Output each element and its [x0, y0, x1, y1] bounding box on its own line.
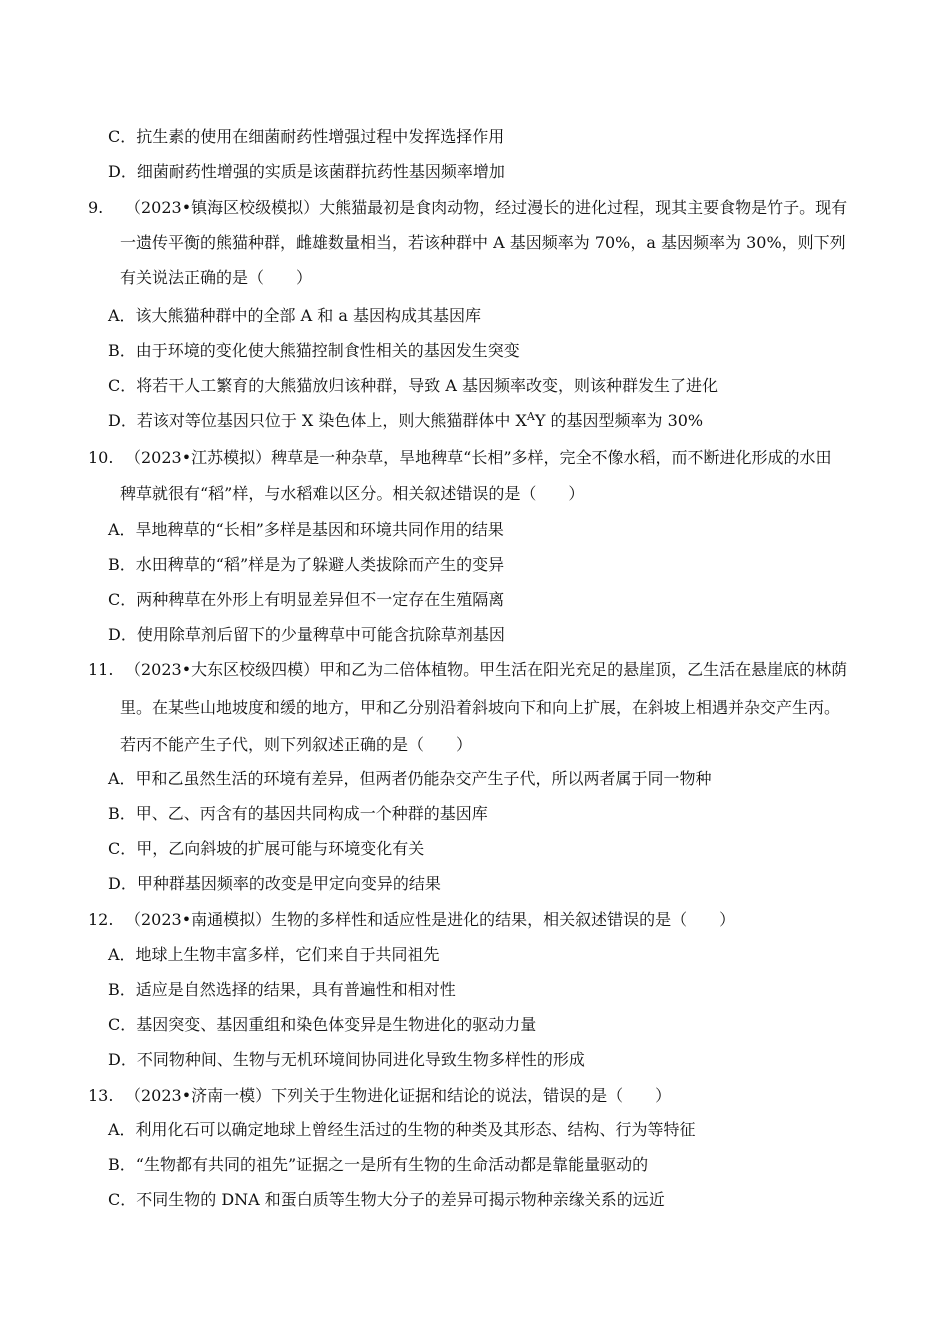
option-d-text-end: Y 的基因型频率为 30% — [534, 411, 704, 430]
question-stem-line: 有关说法正确的是（ ） — [120, 268, 313, 287]
option-c: C．甲，乙向斜坡的扩展可能与环境变化有关 — [108, 839, 425, 858]
option-d — [108, 411, 703, 431]
option-a: A．甲和乙虽然生活的环境有差异，但两者仍能杂交产生子代，所以两者属于同一物种 — [108, 769, 712, 788]
option-c: C．两种稗草在外形上有明显差异但不一定存在生殖隔离 — [108, 590, 505, 609]
option-d: D．甲种群基因频率的改变是甲定向变异的结果 — [108, 874, 441, 893]
question-stem-line: 里。在某些山地坡度和缓的地方，甲和乙分别沿着斜坡向下和向上扩展，在斜坡上相遇并杂交产生丙。 — [120, 698, 841, 717]
question-number: 11. — [88, 660, 114, 679]
question-stem-line: （2023•江苏模拟）稗草是一种杂草，旱地稗草“长相”多样，完全不像水稻，而不断进化形成的水田 — [125, 448, 832, 467]
question-number: 9. — [88, 198, 104, 217]
question-stem-line: 若丙不能产生子代，则下列叙述正确的是（ ） — [120, 735, 473, 754]
option-d: D．不同物种间、生物与无机环境间协同进化导致生物多样性的形成 — [108, 1050, 585, 1069]
option-d: D．使用除草剂后留下的少量稗草中可能含抗除草剂基因 — [108, 625, 505, 644]
option-c: C．将若干人工繁育的大熊猫放归该种群，导致 A 基因频率改变，则该种群发生了进化 — [108, 376, 718, 395]
question-number: 10. — [88, 448, 114, 467]
superscript: A — [526, 410, 535, 423]
option-b: B．适应是自然选择的结果，具有普遍性和相对性 — [108, 980, 456, 999]
question-stem-line: 一遗传平衡的熊猫种群，雌雄数量相当，若该种群中 A 基因频率为 70%，a 基因频率为 30%，则下列 — [120, 233, 846, 252]
question-stem-line: （2023•大东区校级四模）甲和乙为二倍体植物。甲生活在阳光充足的悬崖顶，乙生活在悬崖底的林荫 — [125, 660, 848, 679]
option-d-prev: D．细菌耐药性增强的实质是该菌群抗药性基因频率增加 — [108, 162, 505, 181]
option-b: B．水田稗草的“稻”样是为了躲避人类拔除而产生的变异 — [108, 555, 505, 574]
question-number: 12. — [88, 910, 114, 929]
question-stem-line: （2023•镇海区校级模拟）大熊猫最初是食肉动物，经过漫长的进化过程，现其主要食物是竹子。现有 — [125, 198, 848, 217]
question-number: 13. — [88, 1086, 114, 1105]
option-b: B．甲、乙、丙含有的基因共同构成一个种群的基因库 — [108, 804, 488, 823]
option-a: A．旱地稗草的“长相”多样是基因和环境共同作用的结果 — [108, 520, 504, 539]
option-b: B．“生物都有共同的祖先”证据之一是所有生物的生命活动都是靠能量驱动的 — [108, 1155, 649, 1174]
option-a: A．利用化石可以确定地球上曾经生活过的生物的种类及其形态、结构、行为等特征 — [108, 1120, 696, 1139]
question-stem-line: （2023•济南一模）下列关于生物进化证据和结论的说法，错误的是（ ） — [125, 1086, 672, 1105]
option-b: B．由于环境的变化使大熊猫控制食性相关的基因发生突变 — [108, 341, 520, 360]
option-c: C．不同生物的 DNA 和蛋白质等生物大分子的差异可揭示物种亲缘关系的远近 — [108, 1190, 665, 1209]
option-a: A．该大熊猫种群中的全部 A 和 a 基因构成其基因库 — [108, 306, 481, 325]
question-stem-line: （2023•南通模拟）生物的多样性和适应性是进化的结果，相关叙述错误的是（ ） — [125, 910, 736, 929]
option-c: C．基因突变、基因重组和染色体变异是生物进化的驱动力量 — [108, 1015, 537, 1034]
question-stem-line: 稗草就很有“稻”样，与水稻难以区分。相关叙述错误的是（ ） — [120, 484, 585, 503]
option-a: A．地球上生物丰富多样，它们来自于共同祖先 — [108, 945, 440, 964]
option-d-text: D．若该对等位基因只位于 X 染色体上，则大熊猫群体中 X — [108, 411, 527, 430]
option-c-prev: C．抗生素的使用在细菌耐药性增强过程中发挥选择作用 — [108, 127, 505, 146]
